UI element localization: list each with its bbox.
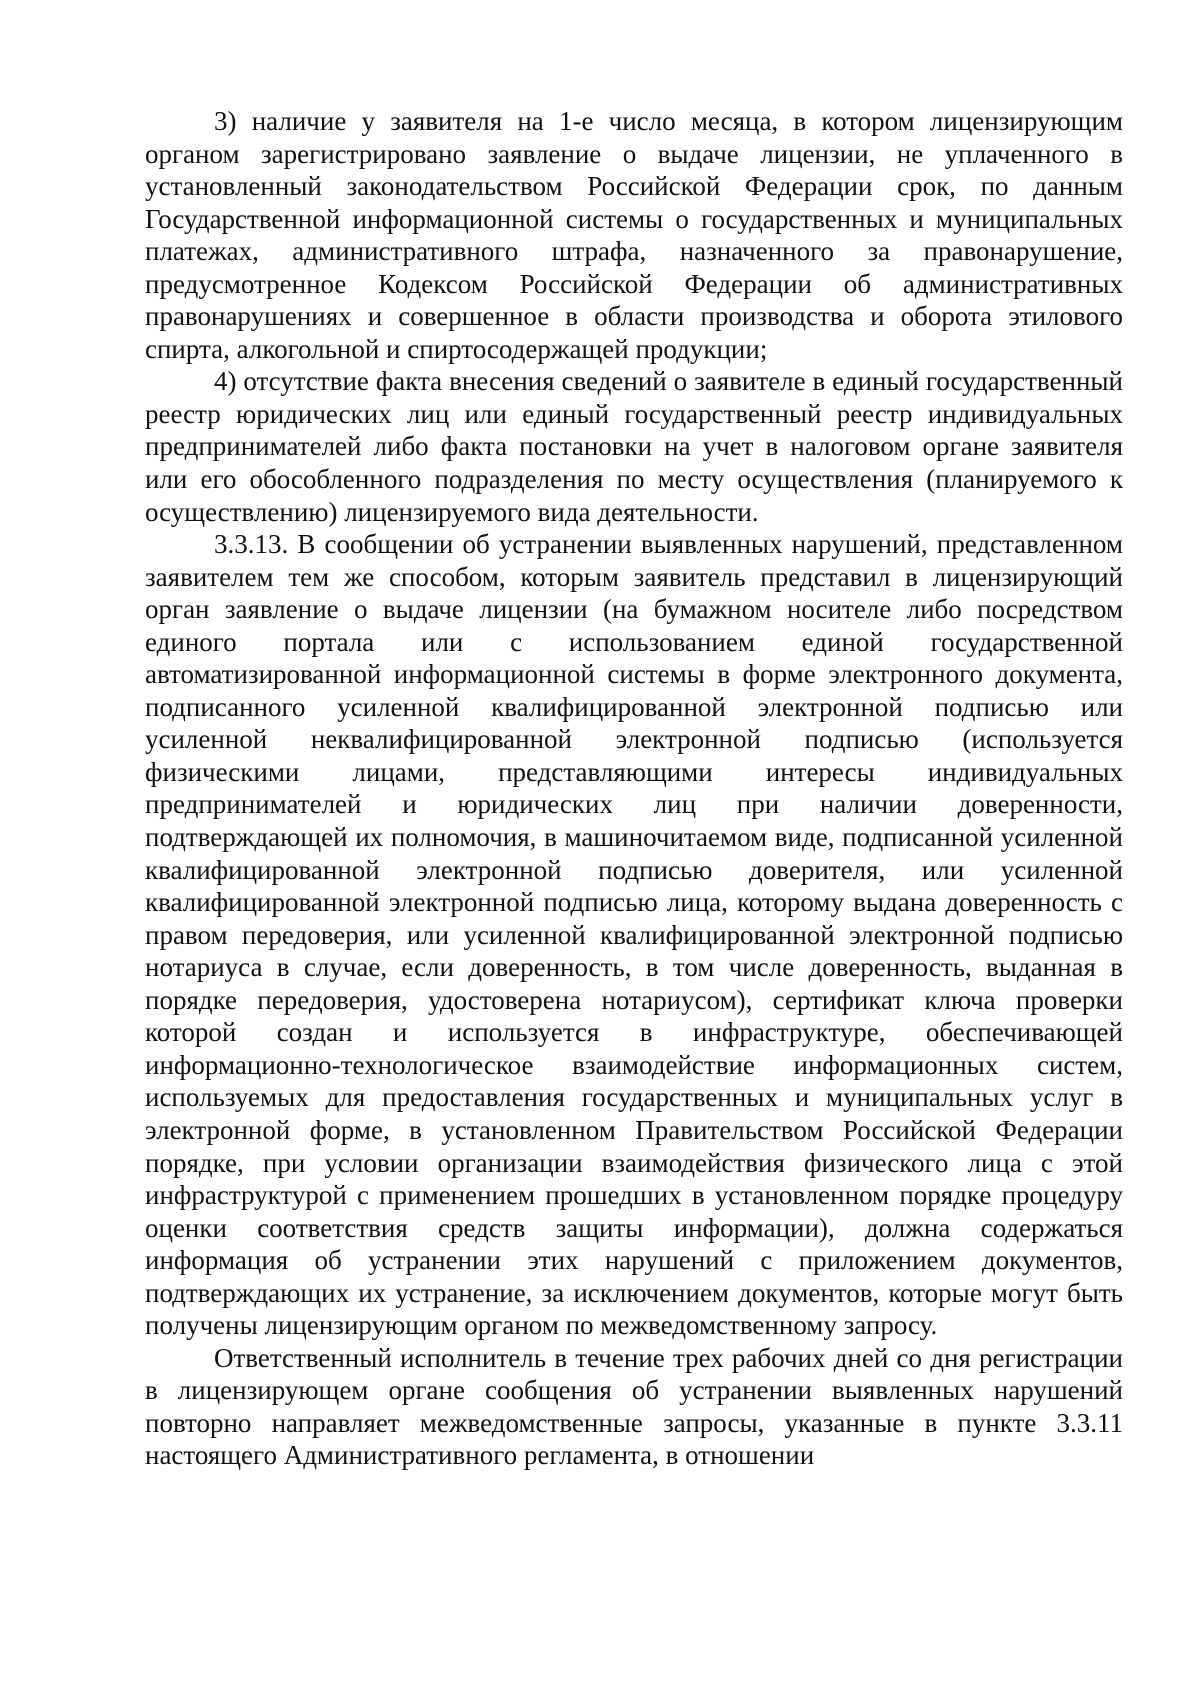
document-page [145, 105, 1123, 1472]
paragraph-item-3: 3) наличие у заявителя на 1-е число месяца, в котором лицензирующим органом зарегистрировано заявление о выдаче лицензии, не уплаченного в установленный законодательством Российской Федерации срок, по данным Государственной информационной системы о государственных и муниципальных платежах, административного штрафа, назначенного за правонарушение, предусмотренное Кодексом Российской Федерации об административных правонарушениях и совершенное в области производства и оборота этилового спирта, алкогольной и спиртосодержащей продукции; [145, 106, 1123, 364]
paragraph-item-4: 4) отсутствие факта внесения сведений о заявителе в единый государственный реестр юридических лиц или единый государственный реестр индивидуальных предпринимателей либо факта постановки на учет в налоговом органе заявителя или его обособленного подразделения по месту осуществления (планируемого к осуществлению) лицензируемого вида деятельности. [145, 366, 1123, 527]
paragraph-3-3-13: 3.3.13. В сообщении об устранении выявленных нарушений, представленном заявителем тем же способом, которым заявитель представил в лицензирующий орган заявление о выдаче лицензии (на бумажном носителе либо посредством единого портала или с использованием единой государственной автоматизированной информационной системы в форме электронного документа, подписанного усиленной квалифицированной электронной подписью или усиленной неквалифицированной электронной подписью (используется физическими лицами, представляющими интересы индивидуальных предпринимателей и юридических лиц при наличии доверенности, подтверждающей их полномочия, в машиночитаемом виде, подписанной усиленной квалифицированной электронной подписью доверителя, или усиленной квалифицированной электронной подписью лица, которому выдана доверенность с правом передоверия, или усиленной квалифицированной электронной подписью нотариуса в случае, если доверенность, в том числе доверенность, выданная в порядке передоверия, удостоверена нотариусом), сертификат ключа проверки которой создан и используется в инфраструктуре, обеспечивающей информационно-технологическое взаимодействие информационных систем, используемых для предоставления государственных и муниципальных услуг в электронной форме, в установленном Правительством Российской Федерации порядке, при условии организации взаимодействия физического лица с этой инфраструктурой с применением прошедших в установленном порядке процедуру оценки соответствия средств защиты информации), должна содержаться информация об устранении этих нарушений с приложением документов, подтверждающих их устранение, за исключением документов, которые могут быть получены лицензирующим органом по межведомственному запросу. [145, 529, 1123, 1341]
paragraph-responsible-executor: Ответственный исполнитель в течение трех рабочих дней со дня регистрации в лицензирующем органе сообщения об устранении выявленных нарушений повторно направляет межведомственные запросы, указанные в пункте 3.3.11 настоящего Административного регламента, в отношении [145, 1342, 1123, 1471]
